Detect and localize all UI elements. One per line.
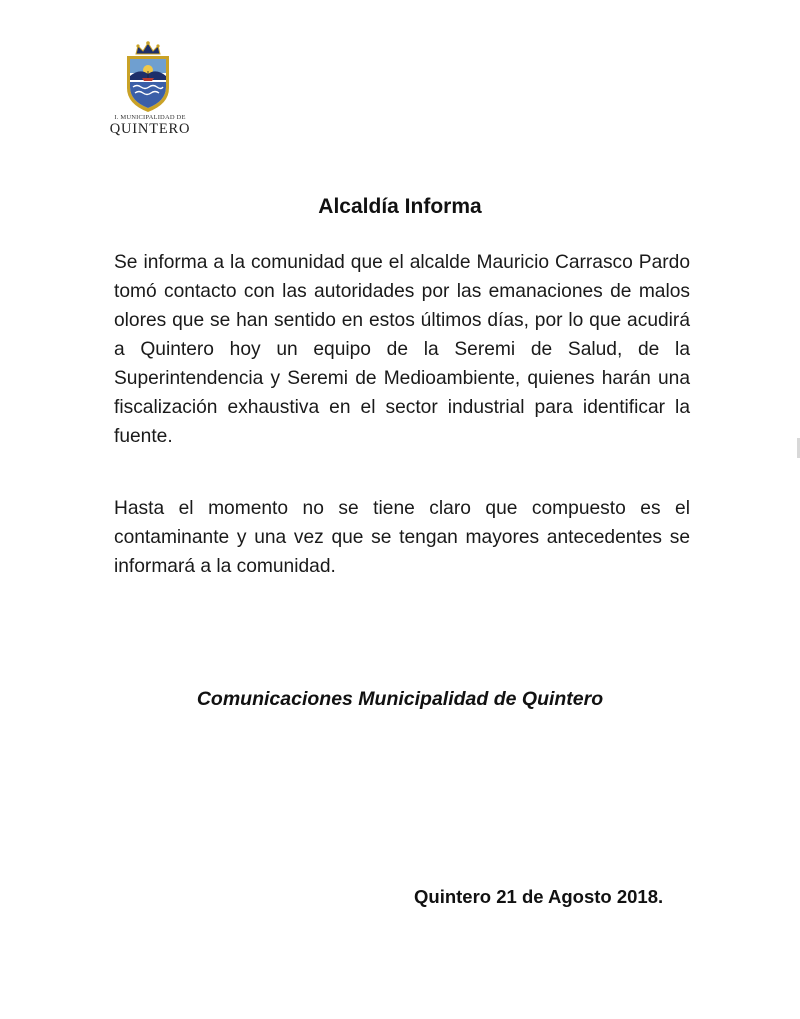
letterhead-org-prefix: I. MUNICIPALIDAD DE [114, 114, 186, 121]
date-line: Quintero 21 de Agosto 2018. [414, 886, 664, 907]
letterhead-org-name: QUINTERO [109, 121, 191, 137]
signature-line: Comunicaciones Municipalidad de Quintero [196, 688, 604, 710]
page-title: Alcaldía Informa [318, 195, 482, 218]
body-paragraph-1: Se informa a la comunidad que el alcalde Mauricio Carrasco Pardo tomó contacto con las autoridades por las emanaciones de malos olores que se han sentido en estos últimos días, por lo que acudirá a Quintero hoy un equipo de la Seremi de Salud, de la Superintendencia y Seremi de Medioambiente, quienes harán una fiscalización exhaustiva en el sector industrial para identificar la fuente. [114, 252, 690, 447]
body-paragraph-2: Hasta el momento no se tiene claro que compuesto es el contaminante y una vez que se tengan mayores antecedentes se informará a la comunidad. [114, 498, 690, 577]
letterhead-logo [108, 40, 192, 140]
municipal-crest-icon [122, 40, 174, 114]
